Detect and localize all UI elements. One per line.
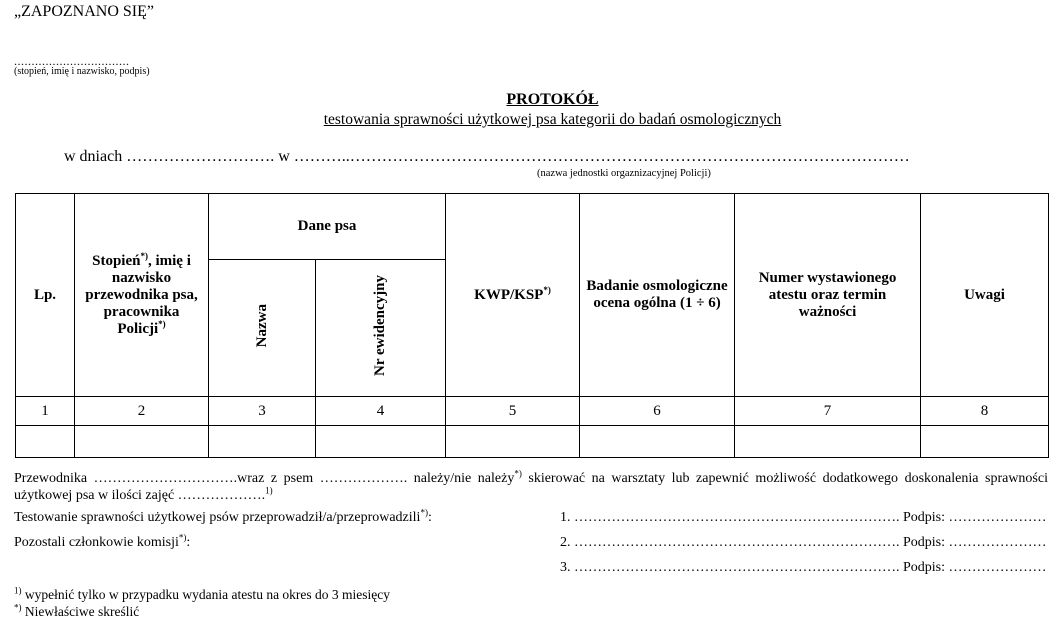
tested-by-label: Testowanie sprawności użytkowej psów przeprowadził/a/przeprowadzili*):: [14, 507, 432, 525]
column-number: 7: [735, 397, 921, 426]
unit-caption: (nazwa jednostki orgaznizacyjnej Policji): [537, 168, 711, 179]
column-number: 5: [446, 397, 580, 426]
signature-dots: .................................: [14, 54, 130, 68]
table-cell[interactable]: [580, 426, 735, 458]
header-dog-data: Dane psa: [209, 194, 446, 260]
header-dog-name: Nazwa: [209, 260, 316, 397]
signature-line-2: 2. ……………………………………………………………. Podpis: …………………: [560, 535, 1047, 550]
column-number: 6: [580, 397, 735, 426]
header-exam: Badanie osmologiczne ocena ogólna (1 ÷ 6): [580, 194, 735, 397]
header-dog-registry: Nr ewidencyjny: [316, 260, 446, 397]
header-notes: Uwagi: [921, 194, 1049, 397]
acknowledged-label: „ZAPOZNANO SIĘ”: [14, 3, 154, 20]
header-certificate: Numer wystawionego atestu oraz termin ważności: [735, 194, 921, 397]
commission-members-label: Pozostali członkowie komisji*):: [14, 532, 191, 550]
column-number: 3: [209, 397, 316, 426]
header-handler: Stopień*), imię i nazwisko przewodnika psa, pracownika Policji*): [75, 194, 209, 397]
footnote-2: *) Niewłaściwe skreślić: [14, 602, 140, 619]
signature-caption: (stopień, imię i nazwisko, podpis): [14, 66, 150, 77]
page-title: PROTOKÓŁ: [506, 91, 599, 108]
page-subtitle: testowania sprawności użytkowej psa kategorii do badań osmologicznych: [323, 111, 782, 128]
table-cell[interactable]: [735, 426, 921, 458]
column-number: 4: [316, 397, 446, 426]
test-table: [15, 193, 1049, 458]
table-cell[interactable]: [921, 426, 1049, 458]
table-row: [16, 426, 1049, 458]
footnote-1: $^{1)}$ wypełnić tylko w przypadku wydania atestu na okres do 3 miesięcy: [14, 585, 391, 602]
header-lp: Lp.: [16, 194, 75, 397]
column-number: 8: [921, 397, 1049, 426]
column-number: 2: [75, 397, 209, 426]
signature-line-3: 3. ……………………………………………………………. Podpis: …………………: [560, 560, 1047, 575]
table-cell[interactable]: [316, 426, 446, 458]
table-cell[interactable]: [16, 426, 75, 458]
table-cell[interactable]: [209, 426, 316, 458]
referral-paragraph: Przewodnika ………………………….wraz z psem ………………. należy/nie należy*) skierować na warsztaty lub zapewnić możliwość dodatkowego doskonalenia sprawności użytkowej psa w ilości zajęć ……………….$^{1)}$: [14, 468, 1048, 503]
table-cell[interactable]: [446, 426, 580, 458]
signature-line-1: 1. ……………………………………………………………. Podpis: …………………: [560, 510, 1047, 525]
table-row: [16, 397, 1049, 426]
table-cell[interactable]: [75, 426, 209, 458]
header-kwp: KWP/KSP*): [446, 194, 580, 397]
date-place-line: w dniach ………………………. w ………..……………………………………………………………………………………………: [64, 148, 910, 165]
column-number: 1: [16, 397, 75, 426]
